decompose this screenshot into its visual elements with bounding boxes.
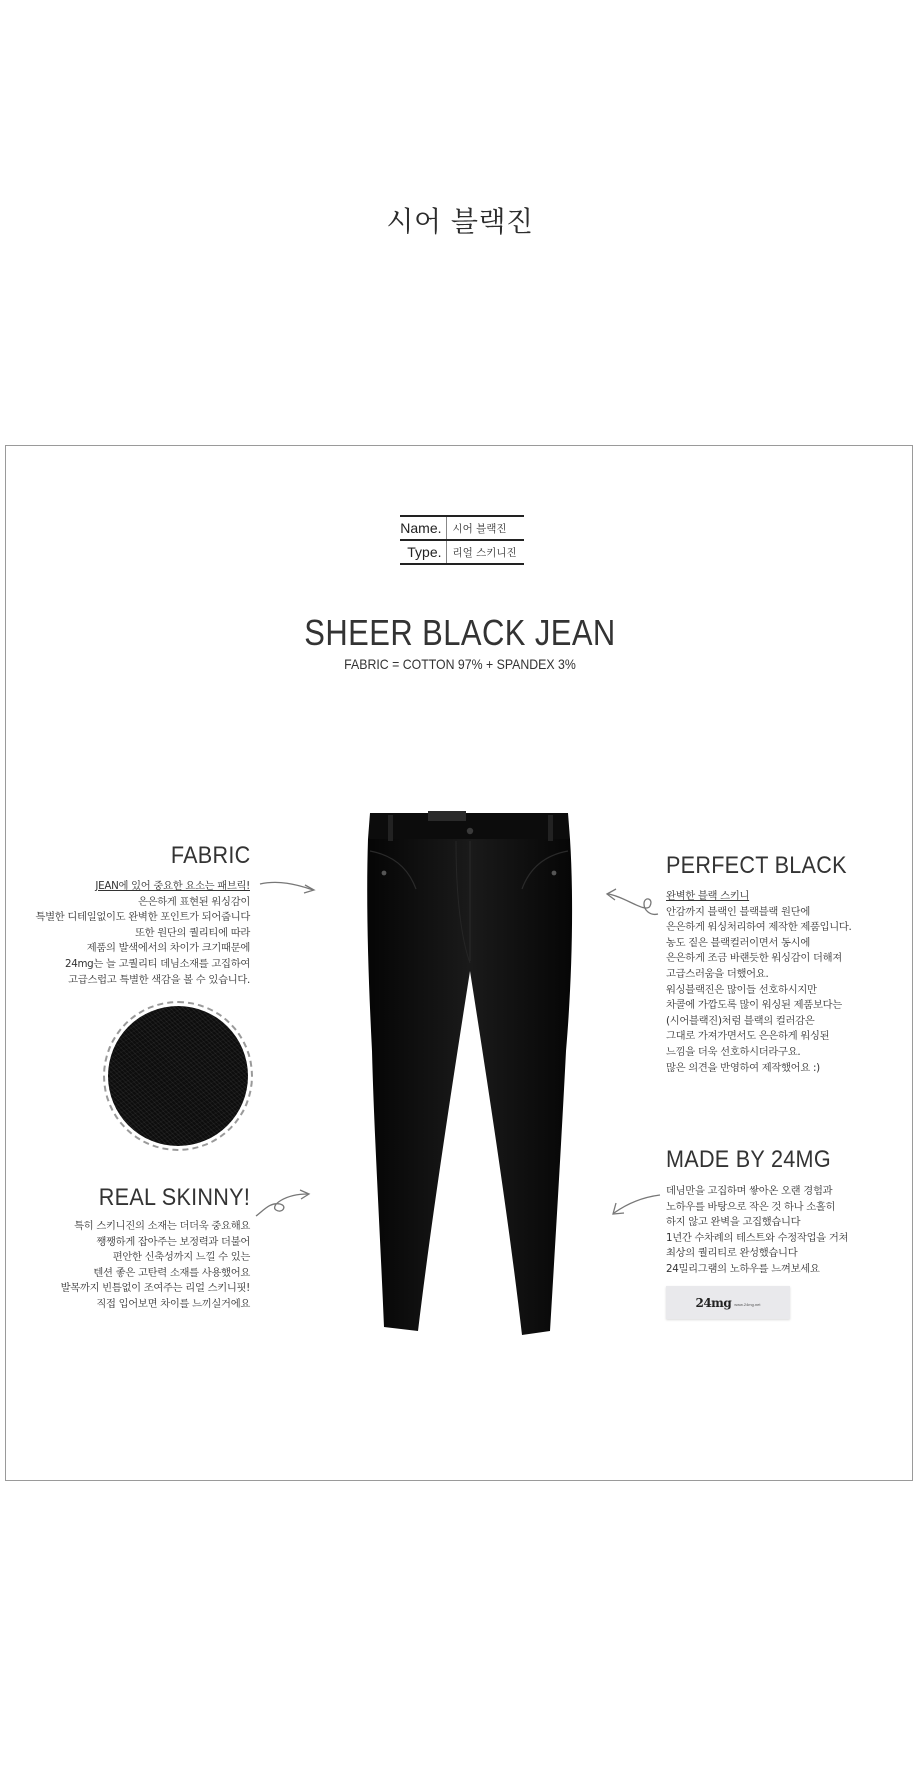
madeby-line-2: 노하우를 바탕으로 작은 것 하나 소홀히 — [666, 1200, 836, 1213]
page-title: 시어 블랙진 — [386, 205, 534, 238]
real-skinny-description — [61, 1219, 250, 1313]
black-line-12: 많은 의견을 반영하여 제작했어요 :) — [666, 1061, 820, 1074]
madeby-line-6: 24밀리그램의 노하우를 느껴보세요 — [666, 1262, 820, 1275]
fabric-line-2: 은은하게 표현된 워싱감이 — [137, 895, 250, 908]
perfect-black-heading: PERFECT BLACK — [666, 852, 847, 879]
real-skinny-heading: REAL SKINNY! — [98, 1184, 250, 1211]
spec-row-type — [400, 540, 524, 564]
black-line-7: 워싱블랙진은 많이들 선호하시지만 — [666, 983, 817, 996]
skinny-line-2: 쨍쨍하게 잡아주는 보정력과 더불어 — [96, 1235, 250, 1248]
skinny-line-4: 텐션 좋은 고탄력 소재를 사용했어요 — [93, 1266, 250, 1279]
fabric-line-4: 또한 원단의 퀄리티에 따라 — [134, 926, 250, 939]
madeby-line-4: 1년간 수차례의 테스트와 수정작업을 거쳐 — [666, 1231, 849, 1244]
spec-name-value: 시어 블랙진 — [452, 522, 507, 535]
black-line-9: (시어블랙진)처럼 블랙의 컬러감은 — [666, 1014, 815, 1027]
black-line-10: 그대로 가져가면서도 은은하게 워싱된 — [666, 1030, 830, 1043]
skinny-line-6: 직접 입어보면 차이를 느끼실거에요 — [96, 1297, 250, 1310]
black-line-1: 완벽한 블랙 스키니 — [666, 890, 750, 902]
madeby-line-3: 하지 않고 완벽을 고집했습니다 — [666, 1216, 801, 1229]
product-detail-frame — [5, 445, 913, 1481]
brand-logo-card — [666, 1286, 790, 1319]
fabric-line-3: 특별한 디테일없이도 완벽한 포인트가 되어줍니다 — [35, 911, 250, 924]
fabric-swatch-image — [103, 1001, 253, 1151]
black-line-11: 느낌을 더욱 선호하시더라구요. — [666, 1045, 801, 1058]
fabric-line-1: JEAN에 있어 중요한 요소는 패브릭! — [95, 880, 250, 892]
spec-row-name — [400, 516, 524, 540]
product-title: SHEER BLACK JEAN — [304, 612, 616, 653]
fabric-line-7: 고급스럽고 특별한 색감을 볼 수 있습니다. — [68, 973, 250, 986]
fabric-line-6: 24mg는 늘 고퀄리티 데님소재를 고집하여 — [64, 957, 250, 970]
perfect-black-description — [666, 889, 852, 1076]
skinny-line-1: 특히 스키니진의 소재는 더더욱 중요해요 — [74, 1220, 250, 1232]
spec-name-key: Name. — [400, 516, 446, 540]
black-line-2: 안감까지 블랙인 블랙블랙 원단에 — [666, 905, 810, 918]
fabric-heading: FABRIC — [170, 842, 250, 869]
madeby-line-1: 데님만을 고집하며 쌓아온 오랜 경험과 — [666, 1185, 833, 1197]
black-line-8: 차콜에 가깝도록 많이 워싱된 제품보다는 — [666, 999, 842, 1012]
made-by-description — [666, 1184, 848, 1278]
black-line-3: 은은하게 워싱처리하여 제작한 제품입니다. — [666, 921, 852, 934]
spec-type-key: Type. — [400, 540, 446, 564]
spec-type-value: 리얼 스키니진 — [452, 546, 517, 559]
fabric-composition: FABRIC = COTTON 97% + SPANDEX 3% — [344, 656, 576, 672]
curved-arrow-left-icon — [610, 1191, 662, 1217]
made-by-heading: MADE BY 24MG — [666, 1146, 831, 1173]
madeby-line-5: 최상의 퀄리티로 완성했습니다 — [666, 1247, 798, 1260]
fabric-description — [36, 879, 250, 988]
curly-arrow-left-icon — [604, 886, 660, 920]
spec-table — [400, 515, 524, 565]
black-line-4: 농도 짙은 블랙컬러이면서 동시에 — [666, 936, 810, 949]
curved-arrow-right-icon — [258, 876, 318, 902]
skinny-line-5: 발목까지 빈틈없이 조여주는 리얼 스키니핏! — [60, 1282, 250, 1295]
brand-logo: 24mg — [695, 1295, 732, 1310]
black-line-6: 고급스러움을 더했어요. — [666, 967, 769, 980]
skinny-line-3: 편안한 신축성까지 느낄 수 있는 — [112, 1251, 250, 1264]
fabric-swatch-texture — [108, 1006, 248, 1146]
curly-arrow-right-icon — [254, 1188, 312, 1220]
black-line-5: 은은하게 조금 바랜듯한 워싱감이 더해져 — [666, 952, 842, 965]
product-jeans-image — [336, 811, 596, 1343]
brand-url: www.24mg.net — [734, 1302, 761, 1307]
fabric-line-5: 제품의 발색에서의 차이가 크기때문에 — [86, 942, 250, 955]
